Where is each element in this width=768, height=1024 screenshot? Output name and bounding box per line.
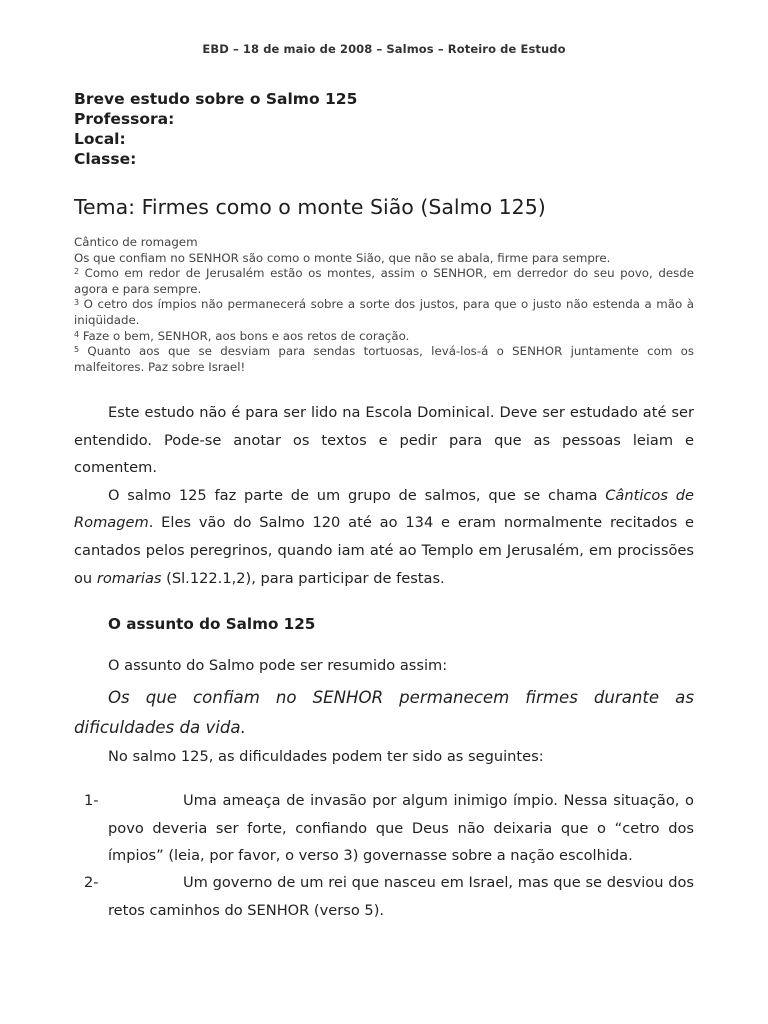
verse-number: 5 (74, 345, 80, 355)
body-text (74, 399, 694, 592)
psalm-verse-5 (74, 344, 694, 375)
list-item (74, 869, 694, 924)
list-item-number: 2- (84, 874, 99, 891)
study-info-block (74, 89, 694, 169)
paragraph-2-part-2: . Eles vão do Salmo 120 até ao 134 e eram normalmente recitados e cantados pelos peregrinos, quando iam até ao Templo em Jerusalém, em procissões ou (74, 514, 694, 587)
dificuldades-intro: No salmo 125, as dificuldades podem ter sido as seguintes: (108, 748, 544, 765)
paragraph-2-part-3: (Sl.122.1,2), para participar de festas. (161, 569, 445, 587)
psalm-verse-4 (74, 329, 694, 345)
paragraph-1: Este estudo não é para ser lido na Escola Dominical. Deve ser estudado até ser entendido. Pode-se anotar os textos e pedir para que as pessoas leiam e comentem. (74, 404, 694, 477)
verse-number: 4 (74, 329, 80, 339)
verse-text: Como em redor de Jerusalém estão os montes, assim o SENHOR, em derredor do seu povo, desde agora e para sempre. (74, 266, 694, 296)
list-item-text: Uma ameaça de invasão por algum inimigo ímpio. Nessa situação, o povo deveria ser forte, confiando que Deus não deixaria que o “cetro dos ímpios” (leia, por favor, o verso 3) governasse sobre a nação escolhida. (108, 792, 694, 865)
romarias-emphasis: romarias (96, 569, 162, 587)
list-item-number: 1- (84, 792, 99, 809)
tema-heading: Tema: Firmes como o monte Sião (Salmo 125) (74, 195, 546, 219)
professora-label: Professora: (74, 110, 175, 128)
paragraph-2 (74, 482, 694, 592)
paragraph-2-part-1: O salmo 125 faz parte de um grupo de salmos, que se chama (108, 486, 606, 504)
section-title: O assunto do Salmo 125 (108, 615, 316, 633)
psalm-verse-1: Os que confiam no SENHOR são como o monte Sião, que não se abala, firme para sempre. (74, 250, 611, 265)
assunto-intro: O assunto do Salmo pode ser resumido assim: (108, 657, 448, 674)
local-label: Local: (74, 130, 126, 148)
psalm-verse-3 (74, 297, 694, 328)
verse-number: 3 (74, 298, 80, 308)
psalm-verse-2 (74, 266, 694, 297)
classe-label: Classe: (74, 150, 137, 168)
canticos-emphasis: Cânticos de Romagem (74, 486, 694, 532)
verse-number: 2 (74, 267, 80, 277)
study-title: Breve estudo sobre o Salmo 125 (74, 90, 358, 108)
verse-text: O cetro dos ímpios não permanecerá sobre a sorte dos justos, para que o justo não estenda a mão à iniqüidade. (74, 297, 694, 327)
verse-text: Quanto aos que se desviam para sendas tortuosas, levá-los-á o SENHOR juntamente com os malfeitores. Paz sobre Israel! (74, 344, 694, 374)
verse-text: Faze o bem, SENHOR, aos bons e aos retos de coração. (79, 328, 410, 343)
psalm-text (74, 235, 694, 375)
psalm-intro: Cântico de romagem (74, 235, 198, 249)
summary-quote: Os que confiam no SENHOR permanecem firmes durante as dificuldades da vida. (74, 688, 694, 737)
page-header: EBD – 18 de maio de 2008 – Salmos – Roteiro de Estudo (202, 42, 566, 56)
list-item-text: Um governo de um rei que nasceu em Israel, mas que se desviou dos retos caminhos do SENHOR (verso 5). (108, 874, 694, 919)
list-item (74, 787, 694, 870)
